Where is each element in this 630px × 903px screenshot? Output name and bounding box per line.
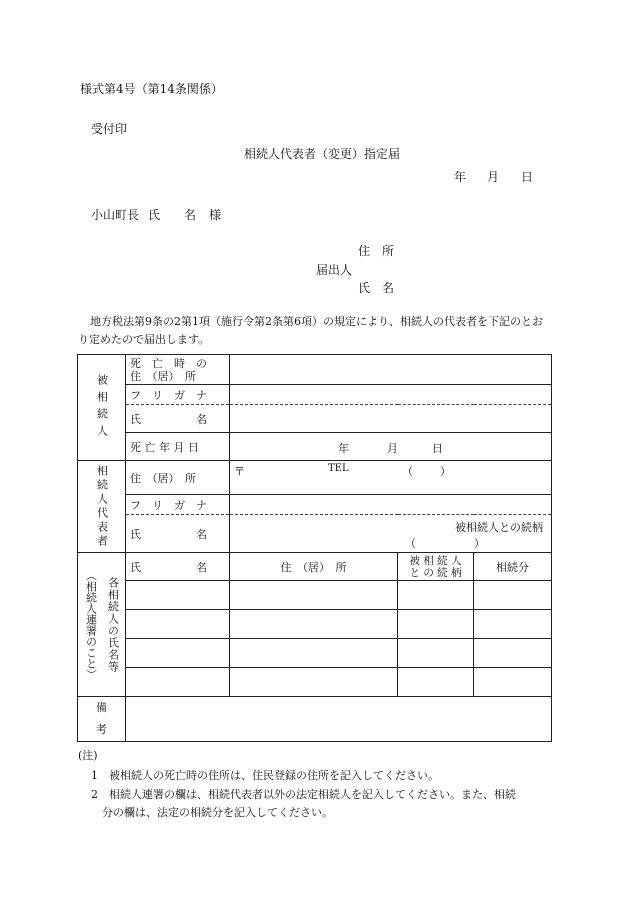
heir-row-3-name[interactable]: [126, 639, 230, 668]
section-representative: [78, 461, 126, 553]
notification-form-table: [77, 354, 552, 742]
label-deceased-address-line1: 死 亡 時 の: [130, 356, 207, 370]
heir-row-1-share[interactable]: [474, 581, 552, 610]
label-deceased-address: [126, 355, 230, 385]
heir-row-4-relation[interactable]: [398, 668, 474, 697]
heir-row-1-address[interactable]: [230, 581, 398, 610]
field-remarks[interactable]: [126, 697, 552, 742]
heir-row-2-relation[interactable]: [398, 610, 474, 639]
postal-mark: 〒: [234, 465, 245, 478]
addressee-mayor: 小山町長: [91, 208, 140, 222]
addressee-name-label: 氏 名: [148, 208, 197, 222]
field-representative-name[interactable]: [230, 515, 552, 553]
section-remarks: [78, 697, 126, 742]
heir-row-4-address[interactable]: [230, 668, 398, 697]
field-deceased-address[interactable]: [230, 355, 552, 385]
tel-label: TEL: [328, 463, 349, 474]
death-date-year: 年: [338, 442, 349, 455]
date-month: 月: [487, 170, 500, 184]
relation-paren-open: （: [405, 537, 416, 550]
header-heir-share: 相続分: [474, 553, 552, 581]
date-day: 日: [521, 170, 534, 184]
field-deceased-name[interactable]: [230, 405, 552, 433]
header-heir-address: 住 （居） 所: [230, 553, 398, 581]
form-number: 様式第4号（第14条関係）: [80, 82, 223, 96]
heir-row-2-name[interactable]: [126, 610, 230, 639]
heir-row-1-relation[interactable]: [398, 581, 474, 610]
applicant-name-label: 氏 名: [358, 281, 395, 295]
heir-row-4-share[interactable]: [474, 668, 552, 697]
section-representative-label: 相続人代表者: [95, 464, 109, 549]
section-remarks-line2: 考: [96, 723, 107, 736]
label-death-date: 死 亡 年 月 日: [126, 433, 230, 461]
date-year: 年: [454, 170, 467, 184]
section-deceased-label: 被相続人: [95, 373, 109, 442]
section-heirs-note: （相続人連署のこと）: [84, 569, 98, 680]
notes-heading: (注): [78, 749, 98, 762]
section-deceased: [78, 355, 126, 461]
note-item-2: 2 相続人連署の欄は、相続代表者以外の法定相続人を記入してください。また、相続: [91, 788, 516, 801]
note-item-1: 1 被相続人の死亡時の住所は、住民登録の住所を記入してください。: [91, 769, 439, 782]
label-representative-furigana: フ リ ガ ナ: [126, 495, 230, 515]
label-deceased-name: 氏 名: [126, 405, 230, 433]
field-representative-furigana[interactable]: [230, 495, 552, 515]
relation-paren-close: ）: [474, 537, 485, 550]
receipt-stamp-label: 受付印: [91, 122, 128, 136]
section-heirs: [78, 553, 126, 697]
heir-row-2-share[interactable]: [474, 610, 552, 639]
field-death-date[interactable]: [230, 433, 552, 461]
section-heirs-label: 各相続人の氏名等: [106, 576, 120, 673]
label-deceased-furigana: フ リ ガ ナ: [126, 385, 230, 405]
label-representative-address: 住 （居） 所: [126, 461, 230, 495]
addressee-honorific: 様: [209, 208, 222, 222]
heir-row-3-share[interactable]: [474, 639, 552, 668]
section-remarks-line1: 備: [96, 701, 107, 714]
intro-paragraph: 地方税法第9条の2第1項（施行令第2条第6項）の規定により、相続人の代表者を下記のとおり定めたので届出します。: [78, 315, 543, 346]
death-date-month: 月: [387, 442, 398, 455]
document-title: 相続人代表者（変更）指定届: [244, 147, 401, 161]
heir-row-2-address[interactable]: [230, 610, 398, 639]
label-deceased-address-line2: 住 （居） 所: [130, 369, 196, 383]
heir-row-3-relation[interactable]: [398, 639, 474, 668]
field-deceased-furigana[interactable]: [230, 385, 552, 405]
tel-paren-close: ）: [440, 465, 451, 478]
field-representative-address[interactable]: [230, 461, 552, 495]
header-heir-name: 氏 名: [126, 553, 230, 581]
header-heir-relation: [398, 553, 474, 581]
heir-row-1-name[interactable]: [126, 581, 230, 610]
heir-row-3-address[interactable]: [230, 639, 398, 668]
header-heir-relation-line2: と の 続 柄: [409, 566, 462, 579]
label-representative-name: 氏 名: [126, 515, 230, 553]
death-date-day: 日: [432, 442, 443, 455]
header-heir-relation-line1: 被 相 続 人: [409, 554, 462, 567]
applicant-address-label: 住 所: [358, 244, 395, 258]
tel-paren-open: （: [402, 465, 413, 478]
note-item-2-continued: 分の欄は、法定の相続分を記入してください。: [102, 806, 333, 819]
applicant-role: 届出人: [316, 263, 353, 277]
heir-row-4-name[interactable]: [126, 668, 230, 697]
relation-label: 被相続人との続柄: [455, 521, 543, 534]
